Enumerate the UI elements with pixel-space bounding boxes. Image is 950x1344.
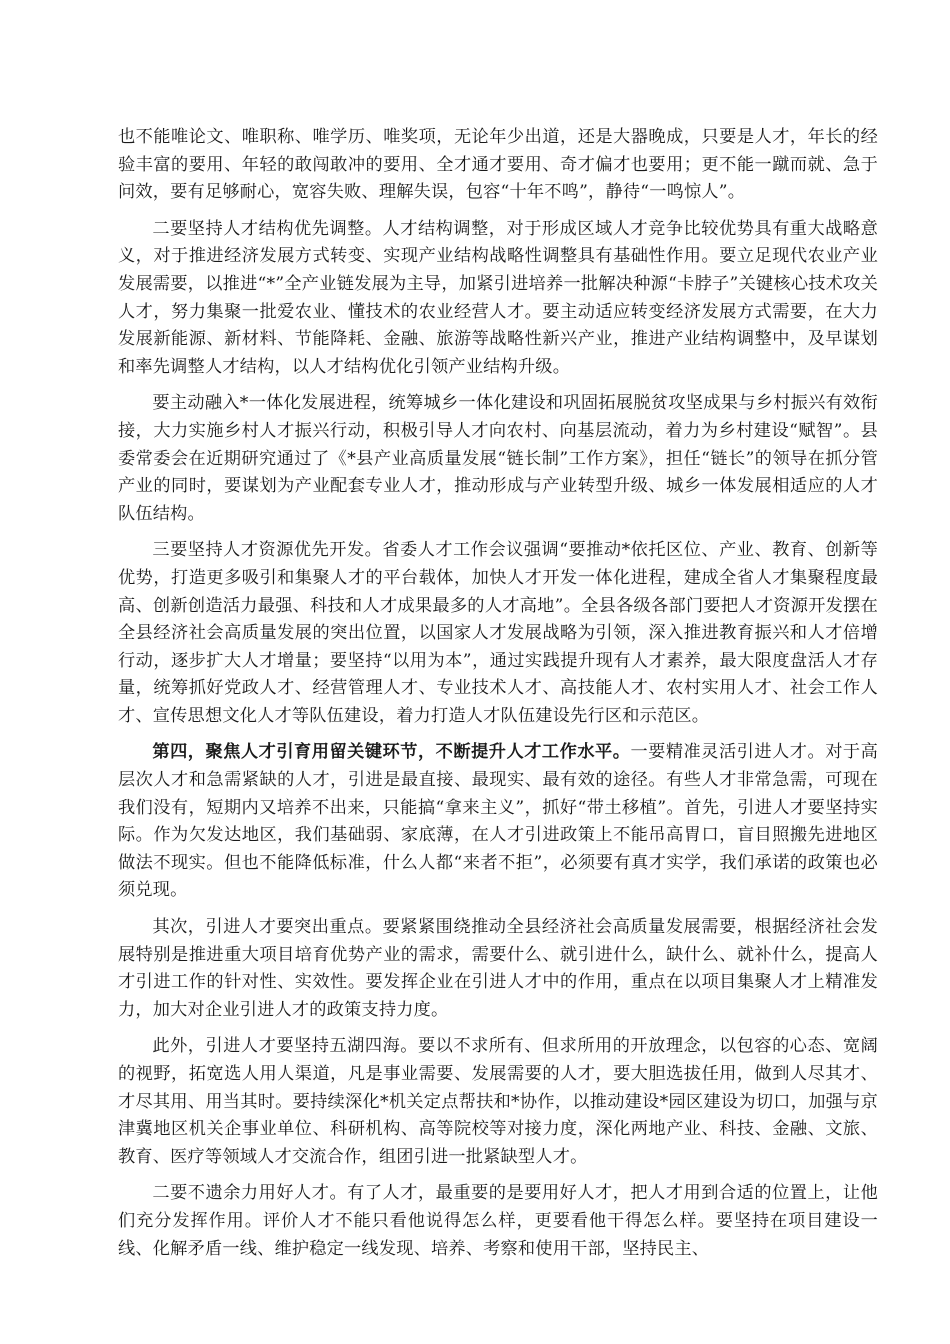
- document-body: [118, 124, 878, 1272]
- paragraph-3-text: 要主动融入*一体化发展进程，统筹城乡一体化建设和巩固拓展脱贫攻坚成果与乡村振兴有效衔接，大力实施乡村人才振兴行动，积极引导人才向农村、向基层流动，着力为乡村建设“赋智”。县委常委会在近期研究通过了《*县产业高质量发展“链长制”工作方案》，担任“链长”的领导在抓分管产业的同时，要谋划为产业配套专业人才，推动形成与产业转型升级、城乡一体发展相适应的人才队伍结构。: [118, 393, 878, 524]
- paragraph-5: [118, 739, 878, 905]
- paragraph-7: [118, 1033, 878, 1171]
- paragraph-1: [118, 124, 878, 207]
- paragraph-7-text: 此外，引进人才要坚持五湖四海。要以不求所有、但求所用的开放理念，以包容的心态、宽阔的视野，拓宽选人用人渠道，凡是事业需要、发展需要的人才，要大胆选拔任用，做到人尽其才、才尽其用、用当其时。要持续深化*机关定点帮扶和*协作，以推动建设*园区建设为切口，加强与京津冀地区机关企事业单位、科研机构、高等院校等对接力度，深化两地产业、科技、金融、文旅、教育、医疗等领域人才交流合作，组团引进一批紧缺型人才。: [118, 1036, 878, 1167]
- paragraph-4: [118, 537, 878, 730]
- paragraph-6: [118, 914, 878, 1024]
- paragraph-1-text: 也不能唯论文、唯职称、唯学历、唯奖项，无论年少出道，还是大器晚成，只要是人才，年长的经验丰富的要用、年轻的敢闯敢冲的要用、全才通才要用、奇才偏才也要用；更不能一蹴而就、急于问效，要有足够耐心，宽容失败、理解失误，包容“十年不鸣”，静待“一鸣惊人”。: [118, 127, 878, 203]
- paragraph-8: [118, 1180, 878, 1263]
- paragraph-2: [118, 216, 878, 382]
- paragraph-5-text: 一要精准灵活引进人才。对于高层次人才和急需紧缺的人才，引进是最直接、最现实、最有效的途径。有些人才非常急需，可现在我们没有，短期内又培养不出来，只能搞“拿来主义”，抓好“带土移植”。首先，引进人才要坚持实际。作为欠发达地区，我们基础弱、家底薄，在人才引进政策上不能吊高胃口，盲目照搬先进地区做法不现实。但也不能降低标准，什么人都“来者不拒”，必须要有真才实学，我们承诺的政策也必须兑现。: [118, 742, 878, 901]
- paragraph-2-text: 二要坚持人才结构优先调整。人才结构调整，对于形成区域人才竞争比较优势具有重大战略意义，对于推进经济发展方式转变、实现产业结构战略性调整具有基础性作用。要立足现代农业产业发展需要，以推进“*”全产业链发展为主导，加紧引进培养一批解决种源“卡脖子”关键核心技术攻关人才，努力集聚一批爱农业、懂技术的农业经营人才。要主动适应转变经济发展方式需要，在大力发展新能源、新材料、节能降耗、金融、旅游等战略性新兴产业，推进产业结构调整中，及早谋划和率先调整人才结构，以人才结构优化引领产业结构升级。: [118, 218, 878, 377]
- paragraph-8-text: 二要不遗余力用好人才。有了人才，最重要的是要用好人才，把人才用到合适的位置上，让他们充分发挥作用。评价人才不能只看他说得怎么样，更要看他干得怎么样。要坚持在项目建设一线、化解矛盾一线、维护稳定一线发现、培养、考察和使用干部，坚持民主、: [118, 1183, 878, 1259]
- paragraph-3: [118, 390, 878, 528]
- paragraph-6-text: 其次，引进人才要突出重点。要紧紧围绕推动全县经济社会高质量发展需要，根据经济社会发展特别是推进重大项目培育优势产业的需求，需要什么、就引进什么，缺什么、就补什么，提高人才引进工作的针对性、实效性。要发挥企业在引进人才中的作用，重点在以项目集聚人才上精准发力，加大对企业引进人才的政策支持力度。: [118, 917, 878, 1020]
- paragraph-4-text: 三要坚持人才资源优先开发。省委人才工作会议强调“要推动*依托区位、产业、教育、创新等优势，打造更多吸引和集聚人才的平台载体，加快人才开发一体化进程，建成全省人才集聚程度最高、创新创造活力最强、科技和人才成果最多的人才高地”。全县各级各部门要把人才资源开发摆在全县经济社会高质量发展的突出位置，以国家人才发展战略为引领，深入推进教育振兴和人才倍增行动，逐步扩大人才增量；要坚持“以用为本”，通过实践提升现有人才素养，最大限度盘活人才存量，统筹抓好党政人才、经营管理人才、专业技术人才、高技能人才、农村实用人才、社会工作人才、宣传思想文化人才等队伍建设，着力打造人才队伍建设先行区和示范区。: [118, 540, 878, 726]
- section-heading: 第四，聚焦人才引育用留关键环节，不断提升人才工作水平。: [152, 742, 631, 763]
